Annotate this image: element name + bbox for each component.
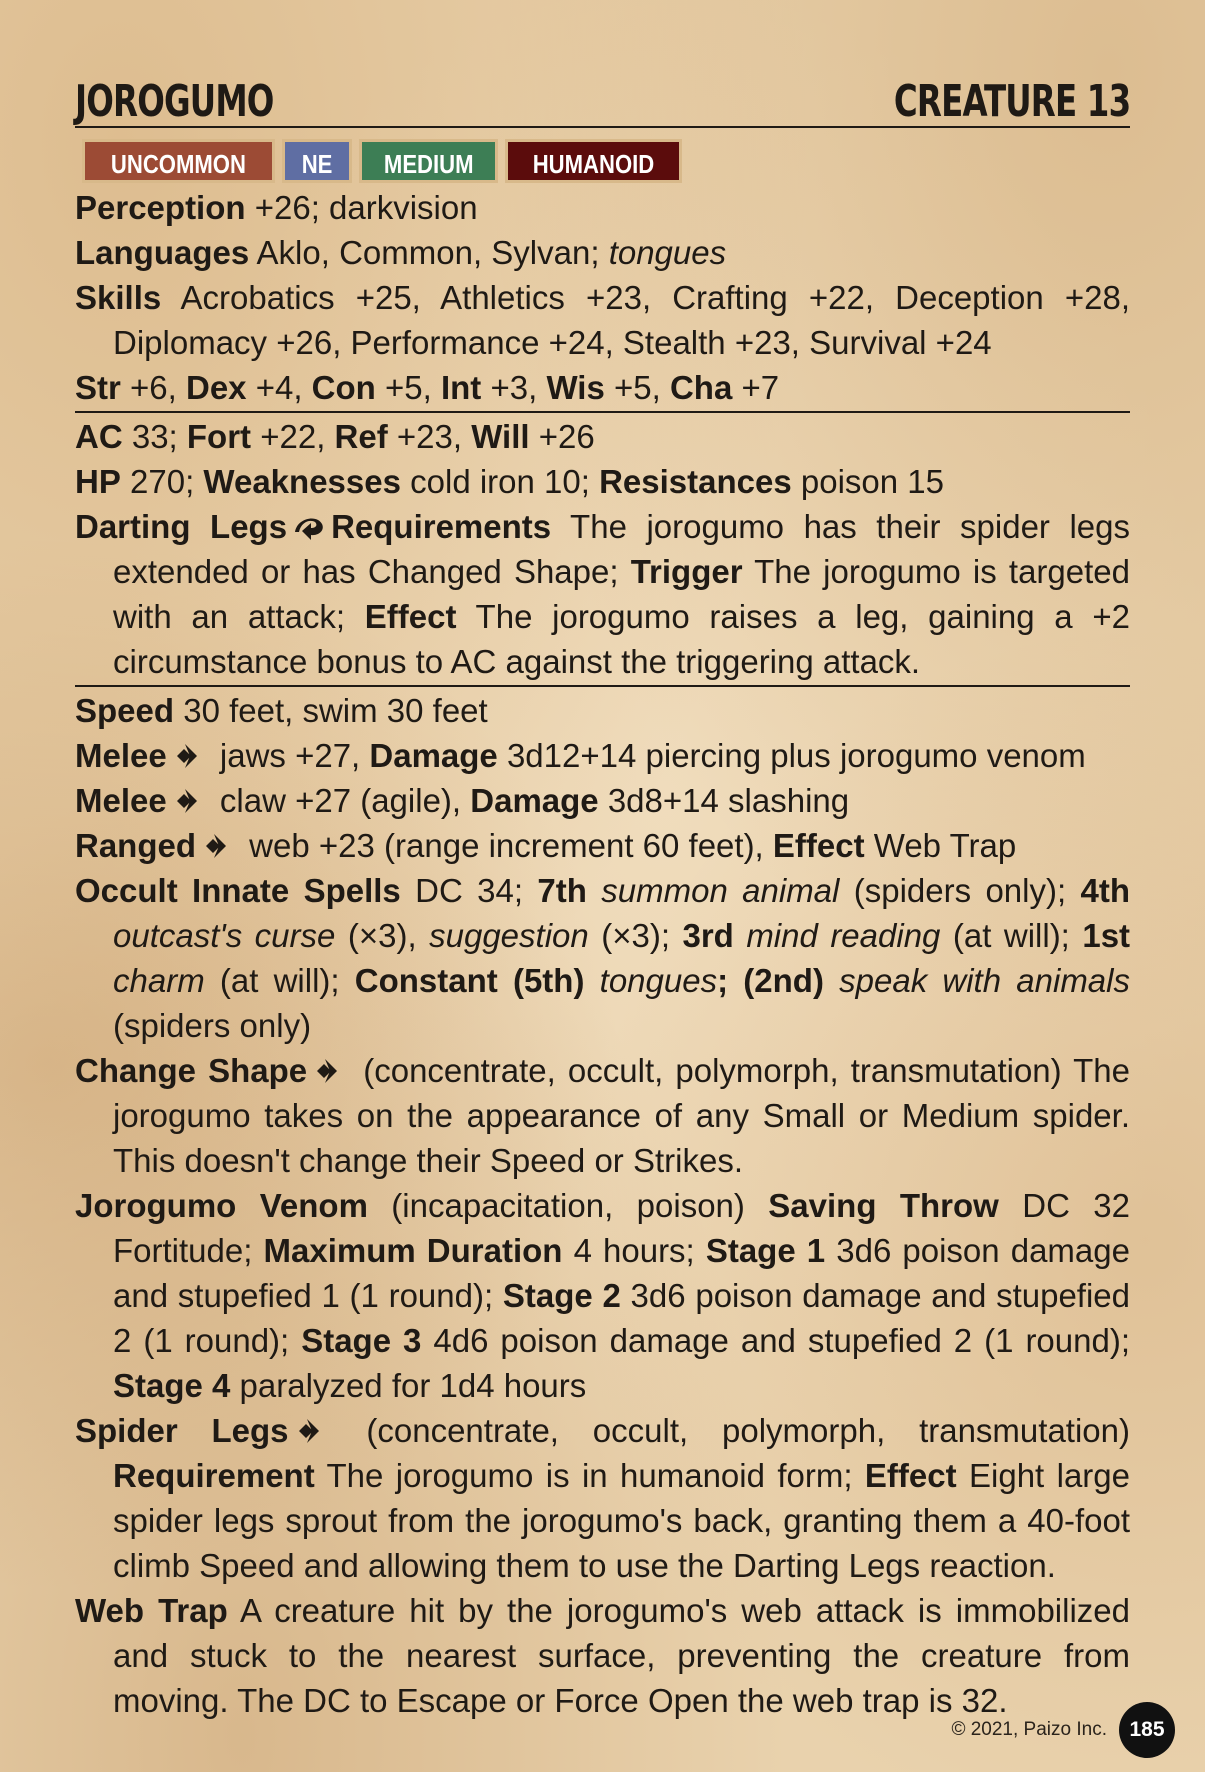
stat-block (75, 70, 1130, 1723)
speed-line: Speed 30 feet, swim 30 feet (75, 692, 488, 729)
ability-scores-line: Str +6, Dex +4, Con +5, Int +3, Wis +5, Cha +7 (75, 369, 780, 406)
single-action-icon (293, 1416, 329, 1446)
trait-uncommon: UNCOMMON (82, 139, 275, 183)
trait-size: MEDIUM (359, 139, 498, 183)
melee-jaws-line: Melee jaws +27, Damage 3d12+14 piercing plus jorogumo venom (75, 737, 1086, 774)
trait-alignment: NE (282, 139, 352, 183)
trait-humanoid: HUMANOID (505, 139, 682, 183)
divider (75, 685, 1130, 687)
page-footer (951, 1702, 1175, 1758)
defense-line: AC 33; Fort +22, Ref +23, Will +26 (75, 418, 595, 455)
melee-claw-line: Melee claw +27 (agile), Damage 3d8+14 slashing (75, 782, 850, 819)
hp-line: HP 270; Weaknesses cold iron 10; Resistances poison 15 (75, 463, 945, 500)
single-action-icon (171, 786, 207, 816)
darting-legs-ability: Darting Legs Requirements The jorogumo has their spider legs extended or has Changed Shape; Trigger The jorogumo is targeted with an attack; Effect The jorogumo raises a leg, gaining a +2 circumstance bonus to AC against the triggering attack. (75, 508, 1130, 680)
divider (75, 411, 1130, 413)
spider-legs-ability: Spider Legs (concentrate, occult, polymorph, transmutation) Requirement The jorogumo is in humanoid form; Effect Eight large spider legs sprout from the jorogumo's back, granting them a 40-foot climb Speed and allowing them to use the Darting Legs reaction. (75, 1412, 1130, 1584)
web-trap-ability: Web Trap A creature hit by the jorogumo's web attack is immobilized and stuck to the nearest surface, preventing the creature from moving. The DC to Escape or Force Open the web trap is 32. (75, 1592, 1131, 1719)
single-action-icon (200, 831, 236, 861)
skills-line: Skills Acrobatics +25, Athletics +23, Crafting +22, Deception +28, Diplomacy +26, Performance +24, Stealth +23, Survival +24 (75, 279, 1130, 361)
reaction-icon (291, 512, 327, 542)
languages-line: Languages Aklo, Common, Sylvan; tongues (75, 234, 727, 271)
ranged-web-line: Ranged web +23 (range increment 60 feet), Effect Web Trap (75, 827, 1017, 864)
perception-line: Perception +26; darkvision (75, 189, 478, 226)
single-action-icon (171, 741, 207, 771)
change-shape-ability: Change Shape (concentrate, occult, polymorph, transmutation) The jorogumo takes on the appearance of any Small or Medium spider. This doesn't change their Speed or Strikes. (75, 1052, 1130, 1179)
jorogumo-venom-ability: Jorogumo Venom (incapacitation, poison) Saving Throw DC 32 Fortitude; Maximum Duration 4 hours; Stage 1 3d6 poison damage and stupefied 1 (1 round); Stage 2 3d6 poison damage and stupefied 2 (1 round); Stage 3 4d6 poison damage and stupefied 2 (1 round); Stage 4 paralyzed for 1d4 hours (75, 1187, 1131, 1404)
creature-name: JOROGUMO (75, 76, 274, 127)
page-number: 185 (1119, 1702, 1175, 1758)
single-action-icon (311, 1056, 347, 1086)
copyright: © 2021, Paizo Inc. (951, 1719, 1107, 1740)
creature-level: CREATURE 13 (893, 76, 1130, 127)
title-row (75, 70, 1130, 128)
innate-spells-line: Occult Innate Spells DC 34; 7th summon animal (spiders only); 4th outcast's curse (×3), suggestion (×3); 3rd mind reading (at will); 1st charm (at will); Constant (5th) tongues; (2nd) speak with animals (spiders only) (75, 872, 1131, 1044)
trait-list (82, 139, 1130, 183)
